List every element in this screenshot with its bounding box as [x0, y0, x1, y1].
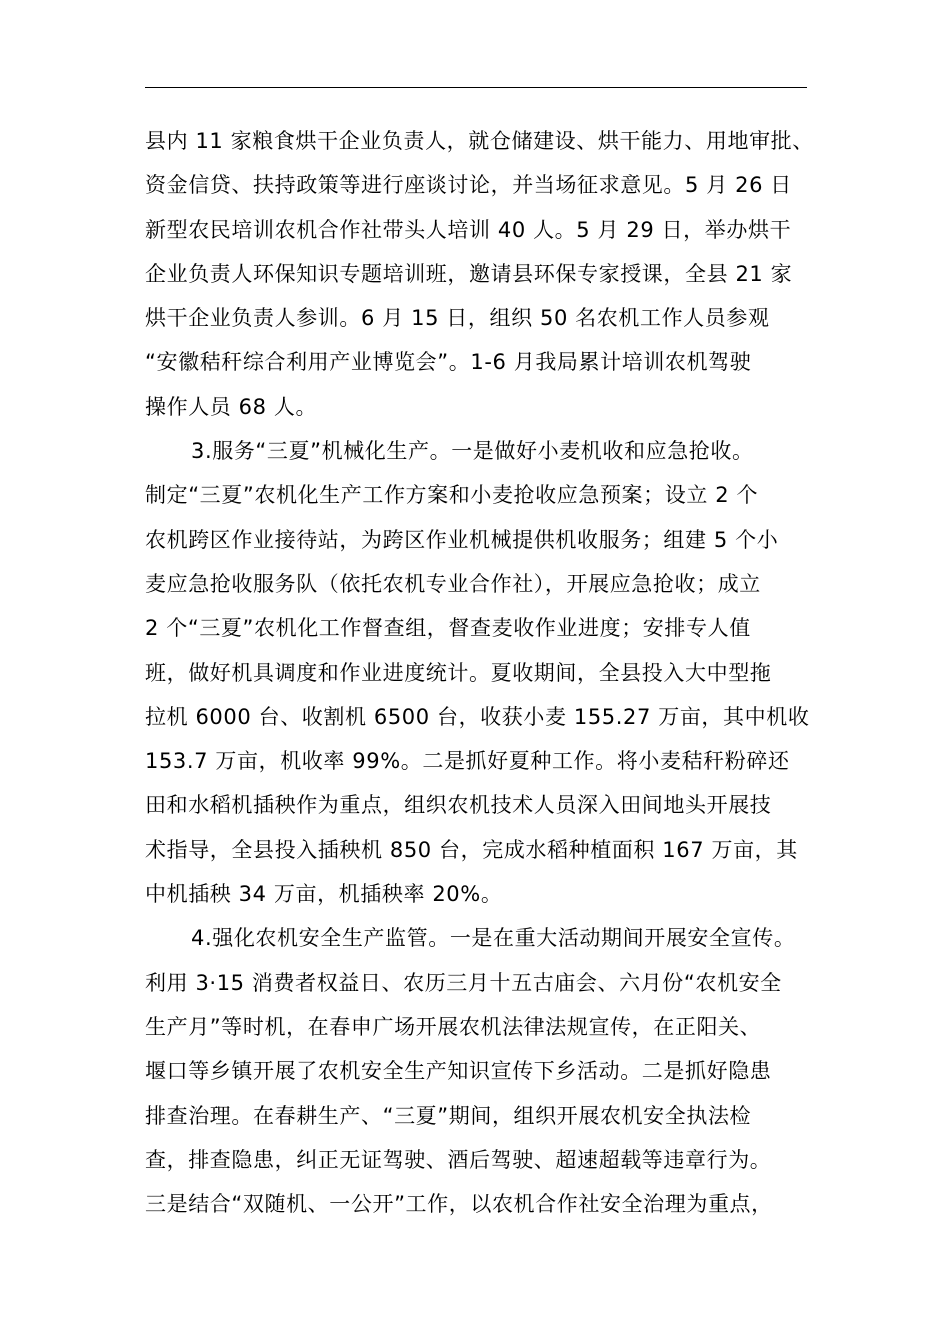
text-line: 麦应急抢收服务队（依托农机专业合作社），开展应急抢收；成立	[145, 571, 761, 596]
text-line: 农机跨区作业接待站，为跨区作业机械提供机收服务；组建 5 个小	[145, 527, 779, 552]
text-line: 术指导，全县投入插秧机 850 台，完成水稻种植面积 167 万亩，其	[145, 837, 798, 862]
text-line: 查，排查隐患，纠正无证驾驶、酒后驾驶、超速超载等违章行为。	[145, 1147, 772, 1172]
text-line: 班，做好机具调度和作业进度统计。夏收期间，全县投入大中型拖	[145, 660, 772, 685]
text-line: 资金信贷、扶持政策等进行座谈讨论，并当场征求意见。5 月 26 日	[145, 173, 792, 198]
document-body	[145, 119, 814, 1226]
text-line: 烘干企业负责人参训。6 月 15 日，组织 50 名农机工作人员参观	[145, 306, 770, 331]
paragraph-heading-3: 3.服务“三夏”机械化生产。一是做好小麦机收和应急抢收。	[191, 439, 754, 464]
text-line: 县内 11 家粮食烘干企业负责人，就仓储建设、烘干能力、用地审批、	[145, 129, 814, 153]
text-line: “安徽秸秆综合利用产业博览会”。1-6 月我局累计培训农机驾驶	[145, 350, 752, 375]
text-line: 153.7 万亩，机收率 99%。二是抓好夏种工作。将小麦秸秆粉碎还	[145, 749, 790, 774]
text-line: 排查治理。在春耕生产、“三夏”期间，组织开展农机安全执法检	[145, 1103, 752, 1128]
text-line: 拉机 6000 台、收割机 6500 台，收获小麦 155.27 万亩，其中机收	[145, 704, 810, 729]
text-line: 堰口等乡镇开展了农机安全生产知识宣传下乡活动。二是抓好隐患	[145, 1059, 772, 1084]
text-line: 中机插秧 34 万亩，机插秧率 20%。	[145, 882, 503, 907]
text-line: 利用 3·15 消费者权益日、农历三月十五古庙会、六月份“农机安全	[145, 970, 782, 995]
text-line: 2 个“三夏”农机化工作督查组，督查麦收作业进度；安排专人值	[145, 616, 751, 641]
text-line: 田和水稻机插秧作为重点，组织农机技术人员深入田间地头开展技	[145, 793, 772, 818]
text-line: 新型农民培训农机合作社带头人培训 40 人。5 月 29 日，举办烘干	[145, 217, 792, 242]
text-line: 三是结合“双随机、一公开”工作，以农机合作社安全治理为重点，	[145, 1192, 773, 1217]
text-line: 制定“三夏”农机化生产工作方案和小麦抢收应急预案；设立 2 个	[145, 483, 759, 508]
text-line: 操作人员 68 人。	[145, 394, 318, 419]
text-line: 企业负责人环保知识专题培训班，邀请县环保专家授课，全县 21 家	[145, 261, 793, 286]
paragraph-heading-4: 4.强化农机安全生产监管。一是在重大活动期间开展安全宣传。	[191, 926, 796, 951]
text-line: 生产月”等时机，在春申广场开展农机法律法规宣传，在正阳关、	[145, 1014, 762, 1039]
header-rule	[145, 87, 807, 88]
